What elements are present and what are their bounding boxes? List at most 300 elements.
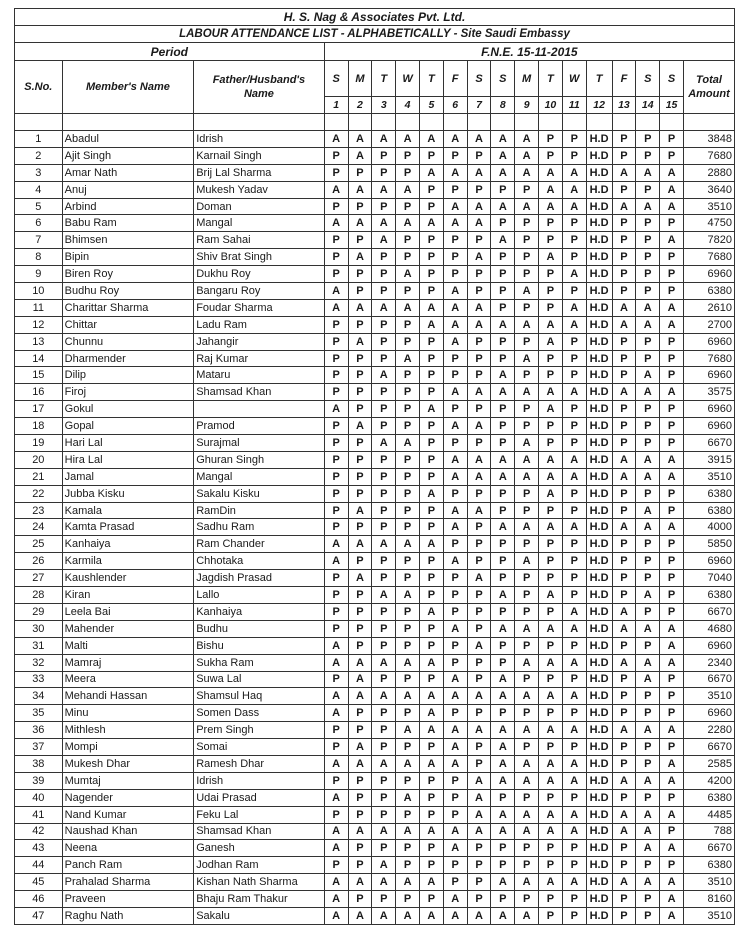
attendance-cell: P [539, 147, 563, 164]
attendance-cell: P [515, 570, 539, 587]
attendance-cell: H.D [586, 232, 612, 249]
attendance-cell: A [660, 722, 684, 739]
attendance-cell: P [324, 722, 348, 739]
member-name: Nagender [62, 789, 194, 806]
table-row [15, 874, 735, 891]
attendance-cell: P [636, 147, 660, 164]
attendance-cell: P [372, 418, 396, 435]
attendance-cell: A [539, 384, 563, 401]
total-amount: 6960 [683, 367, 734, 384]
table-row [15, 451, 735, 468]
attendance-cell: P [419, 502, 443, 519]
table-row [15, 570, 735, 587]
attendance-cell: P [348, 519, 372, 536]
table-row [15, 654, 735, 671]
attendance-cell: A [636, 587, 660, 604]
attendance-cell: P [419, 468, 443, 485]
day-letter-header: T [419, 61, 443, 97]
attendance-cell: A [562, 299, 586, 316]
attendance-cell: A [348, 688, 372, 705]
total-amount: 8160 [683, 891, 734, 908]
member-name: Meera [62, 671, 194, 688]
attendance-cell: P [539, 671, 563, 688]
day-letter-header: S [324, 61, 348, 97]
table-row [15, 772, 735, 789]
attendance-cell: A [562, 688, 586, 705]
serial-number: 7 [15, 232, 63, 249]
attendance-cell: P [396, 620, 420, 637]
attendance-cell: P [372, 620, 396, 637]
father-husband-name: Jagdish Prasad [194, 570, 325, 587]
member-name: Kamta Prasad [62, 519, 194, 536]
attendance-cell: P [491, 705, 515, 722]
attendance-cell: P [419, 147, 443, 164]
attendance-cell: A [324, 283, 348, 300]
attendance-cell: P [491, 435, 515, 452]
attendance-cell: P [348, 891, 372, 908]
serial-number: 45 [15, 874, 63, 891]
attendance-cell: A [539, 823, 563, 840]
member-name: Mithlesh [62, 722, 194, 739]
attendance-cell: P [372, 891, 396, 908]
attendance-cell: P [612, 131, 636, 148]
attendance-cell: P [660, 418, 684, 435]
father-husband-name: Ganesh [194, 840, 325, 857]
total-amount: 6960 [683, 401, 734, 418]
attendance-cell: P [324, 603, 348, 620]
attendance-cell: P [562, 840, 586, 857]
attendance-cell: P [562, 789, 586, 806]
attendance-cell: P [562, 891, 586, 908]
member-name: Neena [62, 840, 194, 857]
serial-number: 31 [15, 637, 63, 654]
attendance-cell: H.D [586, 384, 612, 401]
attendance-cell: P [348, 164, 372, 181]
blank-cell [636, 114, 660, 131]
attendance-cell: A [372, 435, 396, 452]
member-name-header: Member's Name [62, 61, 194, 114]
attendance-cell: P [443, 536, 467, 553]
day-number-header: 12 [586, 97, 612, 114]
attendance-cell: P [515, 418, 539, 435]
attendance-table [14, 8, 735, 925]
attendance-cell: P [324, 249, 348, 266]
attendance-cell: P [467, 654, 491, 671]
table-row [15, 806, 735, 823]
attendance-cell: P [636, 232, 660, 249]
total-header-line1: Total [696, 74, 722, 86]
total-amount: 6960 [683, 705, 734, 722]
attendance-cell: A [660, 451, 684, 468]
attendance-cell: P [324, 418, 348, 435]
attendance-cell: A [636, 823, 660, 840]
attendance-cell: P [539, 891, 563, 908]
attendance-cell: P [467, 266, 491, 283]
father-husband-name: Ram Sahai [194, 232, 325, 249]
attendance-cell: A [419, 164, 443, 181]
attendance-cell: P [660, 401, 684, 418]
serial-number: 9 [15, 266, 63, 283]
attendance-cell: H.D [586, 806, 612, 823]
attendance-cell: A [324, 874, 348, 891]
attendance-cell: A [612, 823, 636, 840]
attendance-cell: P [562, 350, 586, 367]
attendance-cell: A [372, 367, 396, 384]
serial-number: 42 [15, 823, 63, 840]
attendance-cell: P [636, 637, 660, 654]
attendance-cell: P [372, 401, 396, 418]
attendance-cell: P [372, 739, 396, 756]
attendance-cell: A [539, 485, 563, 502]
attendance-cell: A [562, 603, 586, 620]
attendance-cell: A [419, 536, 443, 553]
attendance-cell: A [612, 299, 636, 316]
attendance-cell: A [539, 249, 563, 266]
attendance-cell: A [491, 739, 515, 756]
attendance-cell: P [660, 266, 684, 283]
father-husband-name: Bishu [194, 637, 325, 654]
attendance-cell: P [372, 502, 396, 519]
member-name: Mahender [62, 620, 194, 637]
serial-number: 11 [15, 299, 63, 316]
attendance-cell: P [612, 789, 636, 806]
attendance-cell: P [539, 857, 563, 874]
attendance-cell: P [660, 587, 684, 604]
attendance-cell: A [443, 519, 467, 536]
attendance-cell: P [491, 249, 515, 266]
attendance-cell: A [491, 468, 515, 485]
father-husband-name: Bhaju Ram Thakur [194, 891, 325, 908]
table-row [15, 755, 735, 772]
attendance-cell: A [539, 587, 563, 604]
serial-number: 19 [15, 435, 63, 452]
member-name: Naushad Khan [62, 823, 194, 840]
attendance-cell: P [419, 789, 443, 806]
total-amount: 6960 [683, 418, 734, 435]
attendance-cell: P [324, 587, 348, 604]
attendance-cell: P [443, 249, 467, 266]
attendance-cell: P [419, 519, 443, 536]
attendance-cell: P [372, 840, 396, 857]
attendance-cell: P [467, 147, 491, 164]
total-amount: 7680 [683, 350, 734, 367]
day-number-header: 2 [348, 97, 372, 114]
attendance-cell: A [636, 519, 660, 536]
attendance-cell: P [467, 519, 491, 536]
father-husband-name: Ram Chander [194, 536, 325, 553]
attendance-cell: P [539, 603, 563, 620]
attendance-cell: P [612, 350, 636, 367]
attendance-cell: A [443, 502, 467, 519]
day-number-header: 15 [660, 97, 684, 114]
total-amount: 6380 [683, 485, 734, 502]
attendance-cell: P [539, 435, 563, 452]
attendance-cell: H.D [586, 519, 612, 536]
attendance-cell: P [491, 654, 515, 671]
serial-number: 27 [15, 570, 63, 587]
attendance-cell: P [348, 384, 372, 401]
attendance-cell: A [562, 451, 586, 468]
attendance-cell: P [372, 283, 396, 300]
father-husband-name: Surajmal [194, 435, 325, 452]
father-husband-name: Sukha Ram [194, 654, 325, 671]
attendance-cell: A [467, 806, 491, 823]
attendance-cell: P [636, 131, 660, 148]
attendance-cell: A [539, 806, 563, 823]
attendance-cell: P [562, 907, 586, 924]
attendance-cell: P [443, 266, 467, 283]
attendance-cell: P [396, 772, 420, 789]
attendance-cell: P [396, 418, 420, 435]
member-name: Gokul [62, 401, 194, 418]
attendance-cell: P [396, 857, 420, 874]
attendance-cell: A [467, 772, 491, 789]
member-name: Mompi [62, 739, 194, 756]
blank-cell [194, 114, 325, 131]
attendance-cell: A [443, 384, 467, 401]
attendance-cell: A [491, 907, 515, 924]
attendance-cell: A [443, 131, 467, 148]
attendance-cell: P [562, 536, 586, 553]
attendance-cell: H.D [586, 198, 612, 215]
attendance-cell: P [396, 891, 420, 908]
attendance-cell: A [396, 823, 420, 840]
attendance-cell: P [660, 823, 684, 840]
attendance-cell: P [491, 181, 515, 198]
attendance-cell: P [539, 350, 563, 367]
attendance-cell: P [636, 249, 660, 266]
total-amount: 4485 [683, 806, 734, 823]
blank-cell [612, 114, 636, 131]
attendance-cell: P [660, 435, 684, 452]
attendance-cell: H.D [586, 502, 612, 519]
member-name: Minu [62, 705, 194, 722]
attendance-cell: P [324, 232, 348, 249]
serial-number: 16 [15, 384, 63, 401]
attendance-cell: P [372, 147, 396, 164]
attendance-cell: P [515, 333, 539, 350]
attendance-cell: P [612, 587, 636, 604]
attendance-cell: A [562, 722, 586, 739]
attendance-cell: P [396, 249, 420, 266]
attendance-cell: P [467, 891, 491, 908]
father-husband-name: Sadhu Ram [194, 519, 325, 536]
attendance-cell: P [467, 587, 491, 604]
attendance-cell: P [660, 502, 684, 519]
table-row [15, 232, 735, 249]
member-name: Anuj [62, 181, 194, 198]
attendance-cell: A [372, 181, 396, 198]
attendance-cell: P [324, 333, 348, 350]
attendance-cell: A [467, 131, 491, 148]
day-letter-header: M [348, 61, 372, 97]
father-husband-name: Idrish [194, 131, 325, 148]
attendance-cell: P [467, 874, 491, 891]
attendance-cell: P [636, 705, 660, 722]
father-husband-name: RamDin [194, 502, 325, 519]
attendance-cell: A [612, 384, 636, 401]
attendance-cell: P [515, 891, 539, 908]
attendance-cell: P [515, 705, 539, 722]
member-name: Chunnu [62, 333, 194, 350]
attendance-cell: P [443, 637, 467, 654]
attendance-cell: P [636, 401, 660, 418]
attendance-cell: P [515, 637, 539, 654]
total-amount: 3510 [683, 907, 734, 924]
attendance-cell: H.D [586, 536, 612, 553]
attendance-cell: P [324, 164, 348, 181]
attendance-cell: A [419, 215, 443, 232]
serial-number: 32 [15, 654, 63, 671]
table-row [15, 671, 735, 688]
attendance-cell: H.D [586, 671, 612, 688]
attendance-cell: A [419, 131, 443, 148]
attendance-cell: A [348, 671, 372, 688]
attendance-cell: P [612, 283, 636, 300]
serial-number: 4 [15, 181, 63, 198]
attendance-cell: A [636, 316, 660, 333]
attendance-cell: P [372, 570, 396, 587]
attendance-cell: P [396, 401, 420, 418]
member-name: Biren Roy [62, 266, 194, 283]
table-row [15, 147, 735, 164]
attendance-cell: P [372, 722, 396, 739]
attendance-cell: A [612, 620, 636, 637]
attendance-cell: A [491, 451, 515, 468]
total-amount: 3848 [683, 131, 734, 148]
total-amount: 4200 [683, 772, 734, 789]
attendance-cell: P [419, 570, 443, 587]
day-letter-header: T [539, 61, 563, 97]
attendance-cell: P [419, 249, 443, 266]
total-amount: 6670 [683, 435, 734, 452]
blank-cell [491, 114, 515, 131]
attendance-cell: P [419, 553, 443, 570]
table-row [15, 823, 735, 840]
attendance-cell: P [515, 485, 539, 502]
attendance-cell: P [396, 384, 420, 401]
attendance-cell: A [419, 755, 443, 772]
attendance-cell: P [467, 435, 491, 452]
attendance-cell: A [660, 806, 684, 823]
father-husband-name: Somen Dass [194, 705, 325, 722]
attendance-cell: P [660, 536, 684, 553]
attendance-cell: P [515, 857, 539, 874]
attendance-cell: A [562, 181, 586, 198]
father-husband-name: Jodhan Ram [194, 857, 325, 874]
attendance-cell: H.D [586, 215, 612, 232]
attendance-cell: P [562, 367, 586, 384]
attendance-cell: H.D [586, 401, 612, 418]
attendance-cell: A [396, 874, 420, 891]
attendance-cell: H.D [586, 907, 612, 924]
total-amount: 3915 [683, 451, 734, 468]
attendance-cell: A [491, 806, 515, 823]
attendance-cell: A [660, 637, 684, 654]
attendance-cell: P [443, 587, 467, 604]
attendance-cell: A [539, 688, 563, 705]
attendance-cell: P [660, 283, 684, 300]
attendance-cell: A [419, 299, 443, 316]
attendance-cell: H.D [586, 266, 612, 283]
attendance-cell: A [372, 874, 396, 891]
table-row [15, 181, 735, 198]
attendance-cell: P [467, 840, 491, 857]
table-row [15, 131, 735, 148]
attendance-cell: A [539, 333, 563, 350]
member-name: Jubba Kisku [62, 485, 194, 502]
serial-number: 24 [15, 519, 63, 536]
attendance-cell: P [348, 468, 372, 485]
attendance-cell: P [562, 232, 586, 249]
attendance-cell: A [324, 654, 348, 671]
blank-cell [62, 114, 194, 131]
attendance-cell: P [539, 299, 563, 316]
day-letter-header: T [586, 61, 612, 97]
attendance-cell: A [660, 232, 684, 249]
attendance-cell: A [419, 874, 443, 891]
blank-cell [515, 114, 539, 131]
table-row [15, 299, 735, 316]
attendance-cell: P [612, 840, 636, 857]
attendance-cell: P [396, 367, 420, 384]
attendance-cell: A [660, 772, 684, 789]
attendance-cell: A [562, 755, 586, 772]
attendance-cell: A [419, 823, 443, 840]
attendance-cell: H.D [586, 333, 612, 350]
total-amount: 6380 [683, 283, 734, 300]
attendance-cell: P [348, 722, 372, 739]
attendance-cell: A [467, 384, 491, 401]
attendance-cell: A [515, 350, 539, 367]
attendance-cell: A [491, 874, 515, 891]
attendance-cell: P [636, 891, 660, 908]
attendance-cell: P [396, 840, 420, 857]
attendance-cell: P [612, 367, 636, 384]
attendance-cell: A [443, 164, 467, 181]
attendance-cell: H.D [586, 316, 612, 333]
attendance-cell: P [660, 553, 684, 570]
attendance-cell: P [396, 739, 420, 756]
attendance-cell: A [467, 688, 491, 705]
attendance-cell: P [491, 789, 515, 806]
attendance-cell: P [515, 249, 539, 266]
attendance-cell: P [636, 350, 660, 367]
attendance-cell: A [443, 620, 467, 637]
attendance-cell: P [636, 739, 660, 756]
attendance-cell: A [467, 570, 491, 587]
attendance-cell: P [612, 907, 636, 924]
attendance-cell: A [612, 806, 636, 823]
attendance-cell: P [419, 435, 443, 452]
attendance-cell: P [419, 350, 443, 367]
attendance-cell: H.D [586, 570, 612, 587]
attendance-cell: A [612, 722, 636, 739]
attendance-cell: P [348, 587, 372, 604]
attendance-cell: P [324, 570, 348, 587]
attendance-cell: A [443, 840, 467, 857]
day-letter-header: W [396, 61, 420, 97]
attendance-cell: A [324, 299, 348, 316]
attendance-cell: A [467, 164, 491, 181]
attendance-cell: P [348, 637, 372, 654]
table-row [15, 316, 735, 333]
attendance-cell: P [443, 705, 467, 722]
total-amount: 5850 [683, 536, 734, 553]
attendance-cell: P [660, 671, 684, 688]
attendance-cell: A [467, 468, 491, 485]
father-husband-name: Chhotaka [194, 553, 325, 570]
